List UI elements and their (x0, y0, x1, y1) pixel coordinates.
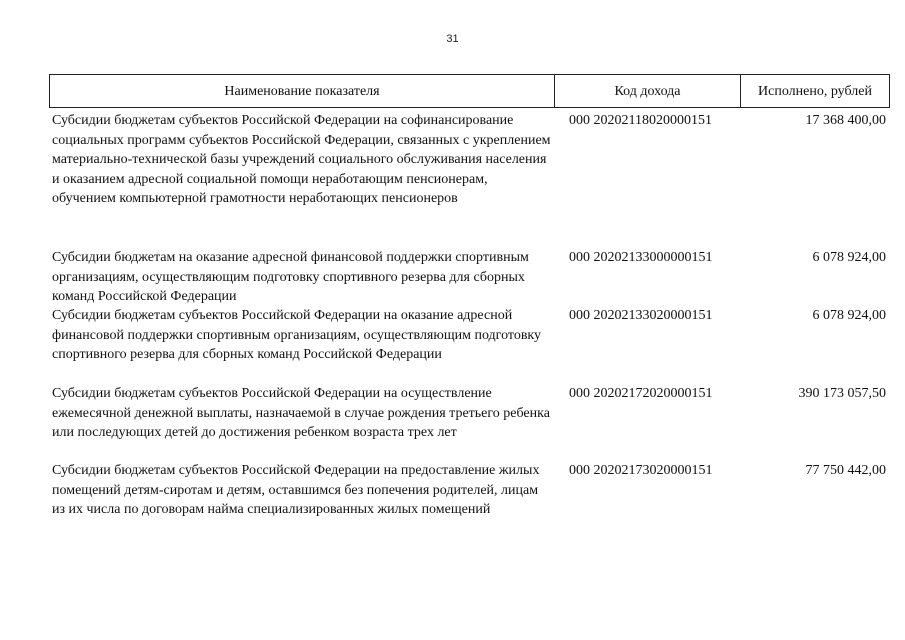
executed-amount: 6 078 924,00 (812, 250, 886, 265)
executed-amount: 77 750 442,00 (805, 463, 886, 478)
indicator-name: Субсидии бюджетам субъектов Российской Федерации на софинансирование социальных программ субъектов Российской Федерации, связанных с укреплением материально-технической базы учреждений социального обслуживания населения и оказанием адресной социальной помощи неработающим пенсионерам, обучением компьютерной грамотности неработающих пенсионеров (52, 113, 551, 206)
header-executed-amount: Исполнено, рублей (758, 84, 872, 99)
income-table (49, 74, 890, 517)
indicator-name: Субсидии бюджетам на оказание адресной финансовой поддержки спортивным организациям, осуществляющим подготовку спортивного резерва для сборных команд Российской Федерации (52, 250, 529, 304)
header-income-code: Код дохода (555, 75, 741, 107)
indicator-name: Субсидии бюджетам субъектов Российской Федерации на оказание адресной финансовой поддержки спортивным организациям, осуществляющим подготовку спортивного резерва для сборных команд Российской Федерации (52, 308, 542, 362)
income-code: 000 20202118020000151 (569, 113, 712, 128)
table-header (49, 74, 890, 108)
indicator-name: Субсидии бюджетам субъектов Российской Федерации на осуществление ежемесячной денежной выплаты, назначаемой в случае рождения третьего ребенка или последующих детей до достижения ребенком возраста трех лет (52, 386, 550, 440)
page-number: 31 (446, 33, 459, 45)
indicator-name: Субсидии бюджетам субъектов Российской Федерации на предоставление жилых помещений детям-сиротам и детям, оставшимся без попечения родителей, лицам из их числа по договорам найма специализированных жилых помещений (52, 463, 540, 517)
executed-amount: 6 078 924,00 (812, 308, 886, 323)
executed-amount: 390 173 057,50 (798, 386, 886, 401)
income-code: 000 20202173020000151 (569, 463, 713, 478)
executed-amount: 17 368 400,00 (805, 113, 886, 128)
income-code: 000 20202172020000151 (569, 386, 713, 401)
income-code: 000 20202133020000151 (569, 308, 713, 323)
header-indicator-name: Наименование показателя (50, 75, 555, 107)
income-code: 000 20202133000000151 (569, 250, 713, 265)
